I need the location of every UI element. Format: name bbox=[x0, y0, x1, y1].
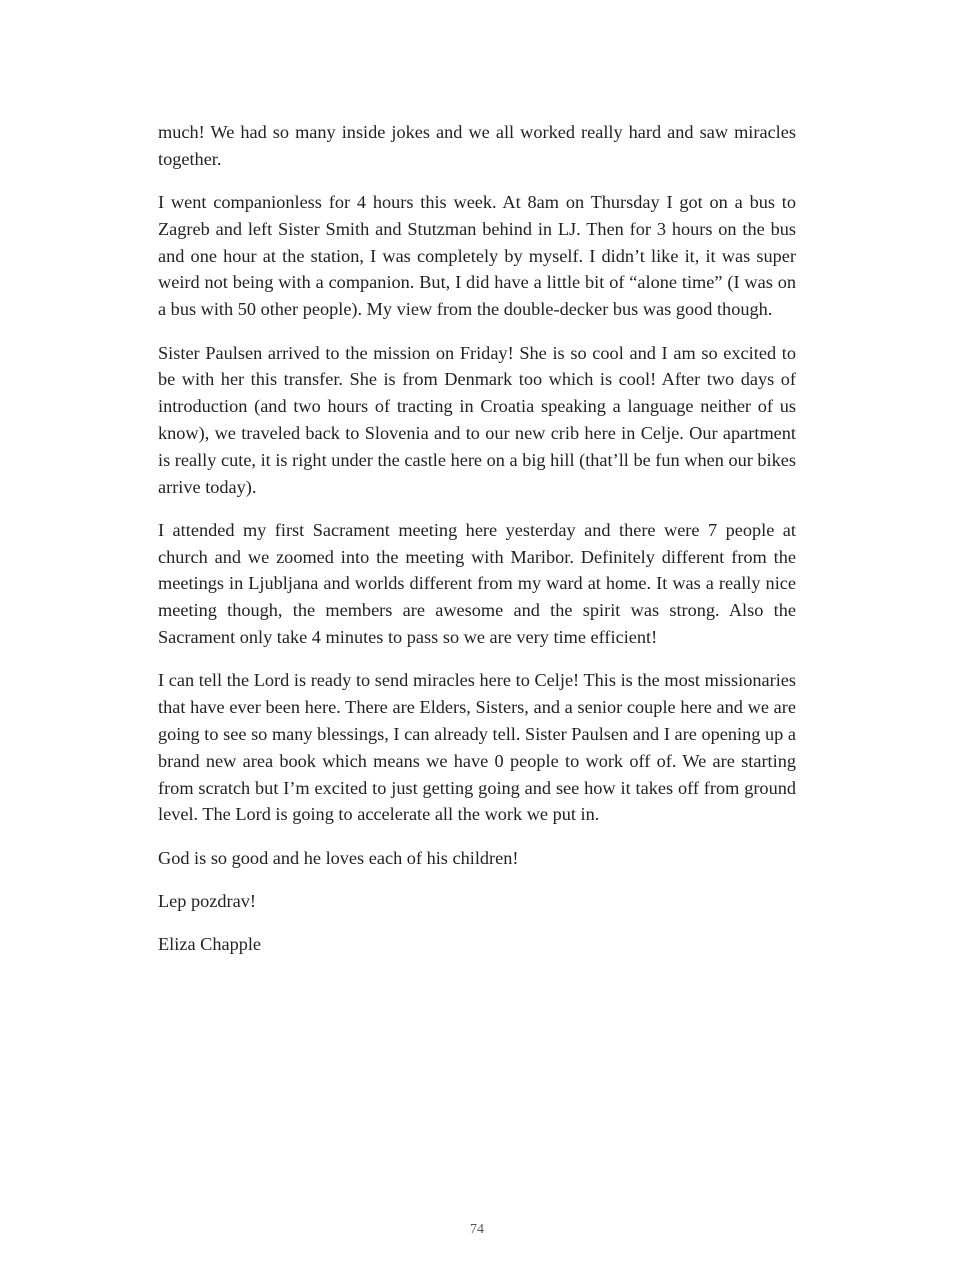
page-number: 74 bbox=[470, 1222, 484, 1237]
paragraph-1: much! We had so many inside jokes and we all worked really hard and saw miracles together. bbox=[158, 122, 796, 169]
paragraph-4: I attended my first Sacrament meeting here yesterday and there were 7 people at church and we zoomed into the meeting with Maribor. Definitely different from the meetings in Ljubljana and worlds different from my ward at home. It was a really nice meeting though, the members are awesome and the spirit was strong. Also the Sacrament only take 4 minutes to pass so we are very time efficient! bbox=[158, 519, 796, 648]
paragraph-5: I can tell the Lord is ready to send miracles here to Celje! This is the most missionaries that have ever been here. There are Elders, Sisters, and a senior couple here and we are going to see so many blessings, I can already tell. Sister Paulsen and I are opening up a brand new area book which means we have 0 people to work off of. We are starting from scratch but I’m excited to just getting going and see how it takes off from ground level. The Lord is going to accelerate all the work we put in. bbox=[158, 670, 796, 825]
document-body bbox=[158, 119, 796, 975]
sign-off-greeting: Lep pozdrav! bbox=[158, 890, 256, 911]
paragraph-closing-line: God is so good and he loves each of his children! bbox=[158, 847, 519, 868]
paragraph-2: I went companionless for 4 hours this week. At 8am on Thursday I got on a bus to Zagreb and left Sister Smith and Stutzman behind in LJ. Then for 3 hours on the bus and one hour at the station, I was completely by myself. I didn’t like it, it was super weird not being with a companion. But, I did have a little bit of “alone time” (I was on a bus with 50 other people). My view from the double-decker bus was good though. bbox=[158, 192, 796, 320]
author-signature: Eliza Chapple bbox=[158, 934, 262, 955]
paragraph-3: Sister Paulsen arrived to the mission on Friday! She is so cool and I am so excited to be with her this transfer. She is from Denmark too which is cool! After two days of introduction (and two hours of tracting in Croatia speaking a language neither of us know), we traveled back to Slovenia and to our new crib here in Celje. Our apartment is really cute, it is right under the castle here on a big hill (that’ll be fun when our bikes arrive today). bbox=[158, 342, 796, 497]
